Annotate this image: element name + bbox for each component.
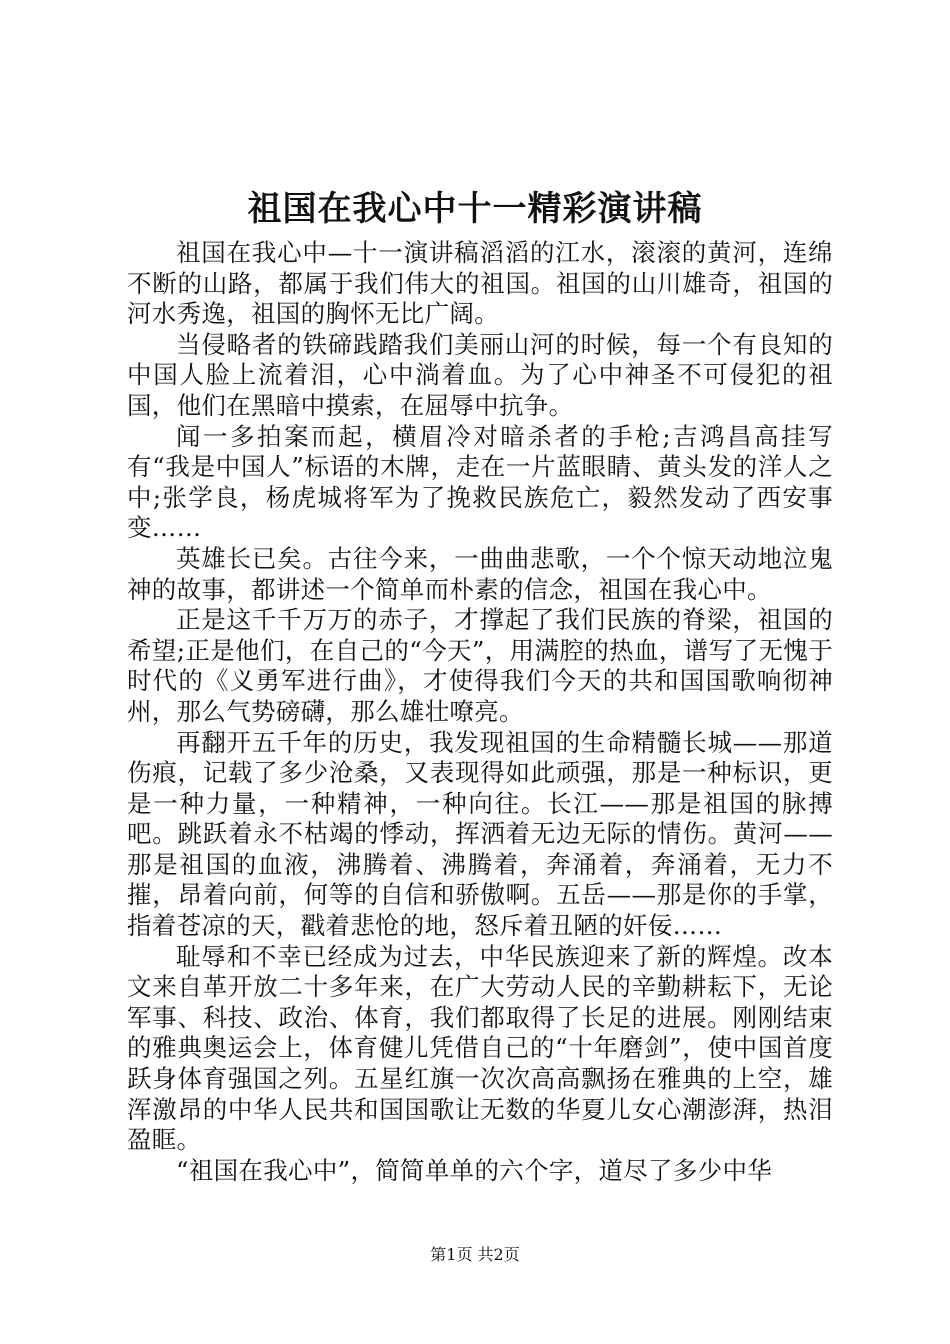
paragraph: 闻一多拍案而起，横眉冷对暗杀者的手枪;吉鸿昌高挂写有“我是中国人”标语的木牌，走在一片蓝眼睛、黄头发的洋人之中;张学良，杨虎城将军为了挽救民族危亡，毅然发动了西安事变…… [127, 421, 833, 543]
paragraph: 正是这千千万万的赤子，才撑起了我们民族的脊梁，祖国的希望;正是他们，在自己的“今天”，用满腔的热血，谱写了无愧于时代的《义勇军进行曲》，才使得我们今天的共和国国歌响彻神州，那么气势磅礴，那么雄壮嘹亮。 [127, 605, 833, 726]
paragraph: 当侵略者的铁碲践踏我们美丽山河的时候，每一个有良知的中国人脸上流着泪，心中淌着血。为了心中神圣不可侵犯的祖国，他们在黑暗中摸索，在屈辱中抗争。 [127, 329, 833, 420]
paragraph: 祖国在我心中—十一演讲稿滔滔的江水，滚滚的黄河，连绵不断的山路，都属于我们伟大的祖国。祖国的山川雄奇，祖国的河水秀逸，祖国的胸怀无比广阔。 [127, 238, 833, 329]
paragraph: 英雄长已矣。古往今来，一曲曲悲歌，一个个惊天动地泣鬼神的故事，都讲述一个简单而朴素的信念，祖国在我心中。 [127, 543, 833, 604]
document-body [127, 238, 833, 1186]
paragraph: “祖国在我心中”，简简单单的六个字，道尽了多少中华 [176, 1155, 773, 1185]
document-title: 祖国在我心中十一精彩演讲稿 [247, 189, 703, 229]
page-number-footer: 第1页 共2页 [430, 1245, 520, 1264]
paragraph: 再翻开五千年的历史，我发现祖国的生命精髓长城——那道伤痕，记载了多少沧桑，又表现得如此顽强，那是一种标识，更是一种力量，一种精神，一种向往。长江——那是祖国的脉搏吧。跳跃着永不枯竭的悸动，挥洒着无边无际的情伤。黄河——那是祖国的血液，沸腾着、沸腾着，奔涌着，奔涌着，无力不摧，昂着向前，何等的自信和骄傲啊。五岳——那是你的手掌，指着苍凉的天，戳着悲怆的地，怒斥着丑陋的奸佞…… [127, 727, 833, 941]
paragraph: 耻辱和不幸已经成为过去，中华民族迎来了新的辉煌。改本文来自革开放二十多年来，在广大劳动人民的辛勤耕耘下，无论军事、科技、政治、体育，我们都取得了长足的进展。刚刚结束的雅典奥运会上，体育健儿凭借自己的“十年磨剑”，使中国首度跃身体育强国之列。五星红旗一次次高高飘扬在雅典的上空，雄浑激昂的中华人民共和国国歌让无数的华夏儿女心潮澎湃，热泪盈眶。 [127, 941, 833, 1155]
